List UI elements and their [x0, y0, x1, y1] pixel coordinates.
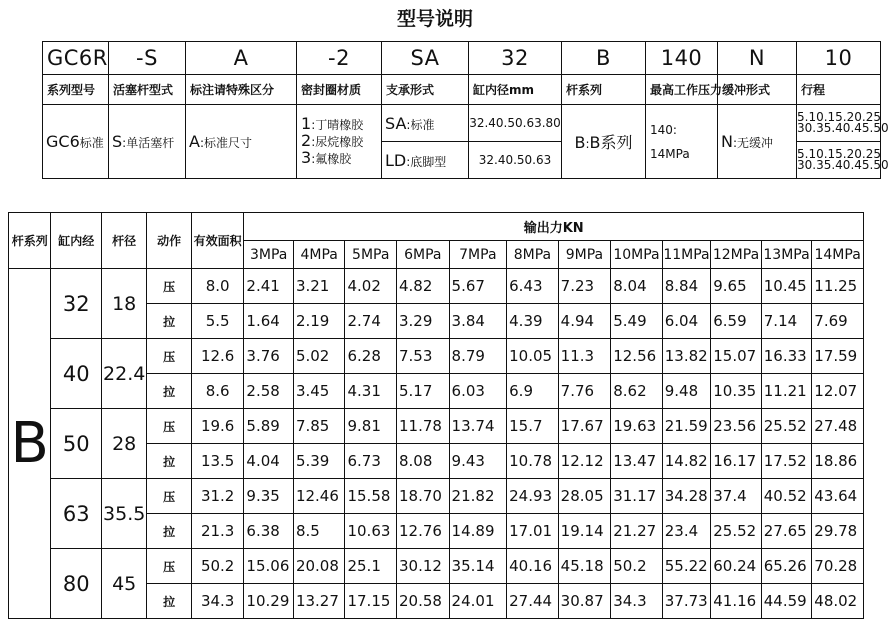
force-value-cell: 50.2 — [611, 549, 663, 584]
force-value-cell: 10.05 — [507, 339, 559, 374]
area-cell: 19.6 — [191, 409, 244, 444]
force-value-cell: 3.45 — [293, 374, 345, 409]
force-value-cell: 13.47 — [611, 444, 663, 479]
seal-item: 3:氟橡胶 — [301, 148, 352, 167]
force-value-cell: 5.02 — [293, 339, 345, 374]
force-value-cell: 6.38 — [244, 514, 294, 549]
force-value-cell: 8.62 — [611, 374, 663, 409]
output-force-table — [8, 212, 864, 619]
table-row — [9, 339, 864, 374]
force-value-cell: 15.06 — [244, 549, 294, 584]
force-value-cell: 8.84 — [662, 269, 711, 304]
code-rod-series: B — [562, 42, 646, 75]
force-value-cell: 4.39 — [507, 304, 559, 339]
force-value-cell: 27.48 — [812, 409, 864, 444]
force-value-cell: 7.23 — [558, 269, 611, 304]
area-cell: 50.2 — [191, 549, 244, 584]
action-cell: 拉 — [147, 514, 191, 549]
force-header-row — [9, 213, 864, 241]
rod-cell: 45 — [101, 549, 146, 619]
action-cell: 压 — [147, 549, 191, 584]
force-value-cell: 8.08 — [397, 444, 450, 479]
force-value-cell: 25.52 — [711, 514, 762, 549]
force-value-cell: 23.4 — [662, 514, 711, 549]
label-seal: 密封圈材质 — [297, 75, 382, 105]
pressure-header: 11MPa — [662, 241, 711, 269]
force-value-cell: 14.89 — [449, 514, 507, 549]
force-value-cell: 12.46 — [293, 479, 345, 514]
force-value-cell: 8.5 — [293, 514, 345, 549]
desc-pressure: 140: 14MPa — [646, 105, 718, 179]
force-value-cell: 6.59 — [711, 304, 762, 339]
table-row — [9, 479, 864, 514]
force-value-cell: 7.53 — [397, 339, 450, 374]
table-row — [9, 269, 864, 304]
force-value-cell: 30.87 — [558, 584, 611, 619]
code-stroke: 10 — [797, 42, 881, 75]
force-value-cell: 11.25 — [812, 269, 864, 304]
force-value-cell: 4.94 — [558, 304, 611, 339]
header-area: 有效面积 — [191, 213, 244, 269]
area-cell: 34.3 — [191, 584, 244, 619]
force-value-cell: 12.07 — [812, 374, 864, 409]
desc-seal-list — [297, 105, 382, 179]
force-value-cell: 10.35 — [711, 374, 762, 409]
model-code-row — [43, 42, 881, 75]
force-value-cell: 37.4 — [711, 479, 762, 514]
force-value-cell: 24.93 — [507, 479, 559, 514]
force-value-cell: 27.65 — [761, 514, 812, 549]
header-bore: 缸内经 — [51, 213, 102, 269]
desc-stroke-1: 5.10.15.20.25 30.35.40.45.50 — [797, 105, 881, 142]
action-cell: 压 — [147, 409, 191, 444]
force-value-cell: 25.1 — [345, 549, 397, 584]
code-rod-type: -S — [109, 42, 186, 75]
force-value-cell: 6.03 — [449, 374, 507, 409]
table-row — [9, 409, 864, 444]
force-value-cell: 6.9 — [507, 374, 559, 409]
area-cell: 5.5 — [191, 304, 244, 339]
force-value-cell: 17.15 — [345, 584, 397, 619]
action-cell: 拉 — [147, 304, 191, 339]
force-value-cell: 5.39 — [293, 444, 345, 479]
table-row — [9, 549, 864, 584]
force-value-cell: 5.49 — [611, 304, 663, 339]
force-value-cell: 3.84 — [449, 304, 507, 339]
force-value-cell: 30.12 — [397, 549, 450, 584]
desc-rod-code: S — [112, 132, 123, 151]
rod-cell: 35.5 — [101, 479, 146, 549]
force-value-cell: 10.29 — [244, 584, 294, 619]
force-value-cell: 43.64 — [812, 479, 864, 514]
label-support: 支承形式 — [382, 75, 469, 105]
code-cushion: N — [718, 42, 797, 75]
desc-rod-type: S:单活塞杆 — [109, 105, 186, 179]
force-value-cell: 4.82 — [397, 269, 450, 304]
force-value-cell: 12.76 — [397, 514, 450, 549]
force-value-cell: 9.81 — [345, 409, 397, 444]
force-value-cell: 21.82 — [449, 479, 507, 514]
pressure-header: 12MPa — [711, 241, 762, 269]
desc-bore-sa: 32.40.50.63.80 — [469, 105, 562, 142]
model-label-row — [43, 75, 881, 105]
header-action: 动作 — [147, 213, 191, 269]
force-value-cell: 17.59 — [812, 339, 864, 374]
force-value-cell: 1.64 — [244, 304, 294, 339]
rod-cell: 28 — [101, 409, 146, 479]
force-value-cell: 3.76 — [244, 339, 294, 374]
force-value-cell: 12.12 — [558, 444, 611, 479]
header-rod-series: 杆系列 — [9, 213, 51, 269]
desc-bore-ld: 32.40.50.63 — [469, 142, 562, 179]
force-value-cell: 48.02 — [812, 584, 864, 619]
label-stroke: 行程 — [797, 75, 881, 105]
force-value-cell: 13.74 — [449, 409, 507, 444]
desc-mark-code: A — [189, 132, 200, 151]
force-value-cell: 10.63 — [345, 514, 397, 549]
code-series: GC6R — [43, 42, 109, 75]
force-value-cell: 20.08 — [293, 549, 345, 584]
desc-support-sa: SA:标准 — [382, 105, 469, 142]
pressure-header: 9MPa — [558, 241, 611, 269]
action-cell: 拉 — [147, 374, 191, 409]
label-series: 系列型号 — [43, 75, 109, 105]
force-value-cell: 29.78 — [812, 514, 864, 549]
force-value-cell: 17.67 — [558, 409, 611, 444]
label-cushion: 缓冲形式 — [718, 75, 797, 105]
force-value-cell: 8.79 — [449, 339, 507, 374]
pressure-header: 4MPa — [293, 241, 345, 269]
force-value-cell: 20.58 — [397, 584, 450, 619]
label-pressure: 最高工作压力 — [646, 75, 718, 105]
action-cell: 拉 — [147, 584, 191, 619]
force-value-cell: 21.59 — [662, 409, 711, 444]
action-cell: 拉 — [147, 444, 191, 479]
force-value-cell: 15.58 — [345, 479, 397, 514]
force-value-cell: 13.82 — [662, 339, 711, 374]
desc-series-code: GC6 — [46, 132, 80, 151]
rod-cell: 22.4 — [101, 339, 146, 409]
desc-support-ld: LD:底脚型 — [382, 142, 469, 179]
force-value-cell: 16.33 — [761, 339, 812, 374]
force-value-cell: 18.70 — [397, 479, 450, 514]
force-value-cell: 37.73 — [662, 584, 711, 619]
force-value-cell: 3.21 — [293, 269, 345, 304]
force-value-cell: 40.52 — [761, 479, 812, 514]
pressure-header: 10MPa — [611, 241, 663, 269]
force-value-cell: 21.27 — [611, 514, 663, 549]
pressure-header: 3MPa — [244, 241, 294, 269]
pressure-header: 8MPa — [507, 241, 559, 269]
force-value-cell: 41.16 — [711, 584, 762, 619]
force-value-cell: 19.63 — [611, 409, 663, 444]
force-value-cell: 11.78 — [397, 409, 450, 444]
bore-cell: 80 — [51, 549, 102, 619]
label-rod-type: 活塞杆型式 — [109, 75, 186, 105]
force-value-cell: 7.69 — [812, 304, 864, 339]
action-cell: 压 — [147, 339, 191, 374]
force-value-cell: 15.07 — [711, 339, 762, 374]
code-mark: A — [186, 42, 297, 75]
seal-item: 2:尿烷橡胶 — [301, 131, 364, 150]
force-value-cell: 7.76 — [558, 374, 611, 409]
force-value-cell: 15.7 — [507, 409, 559, 444]
force-value-cell: 65.26 — [761, 549, 812, 584]
seal-item: 1:丁晴橡胶 — [301, 114, 364, 133]
action-cell: 压 — [147, 269, 191, 304]
force-value-cell: 55.22 — [662, 549, 711, 584]
pressure-header: 7MPa — [449, 241, 507, 269]
area-cell: 12.6 — [191, 339, 244, 374]
bore-cell: 40 — [51, 339, 102, 409]
label-bore: 缸内径mm — [469, 75, 562, 105]
force-value-cell: 11.3 — [558, 339, 611, 374]
code-pressure: 140 — [646, 42, 718, 75]
force-value-cell: 34.28 — [662, 479, 711, 514]
force-value-cell: 70.28 — [812, 549, 864, 584]
desc-mark: A:标准尺寸 — [186, 105, 297, 179]
force-value-cell: 17.01 — [507, 514, 559, 549]
force-value-cell: 16.17 — [711, 444, 762, 479]
force-value-cell: 5.89 — [244, 409, 294, 444]
force-value-cell: 7.85 — [293, 409, 345, 444]
force-value-cell: 9.43 — [449, 444, 507, 479]
force-value-cell: 2.74 — [345, 304, 397, 339]
force-value-cell: 2.58 — [244, 374, 294, 409]
force-value-cell: 31.17 — [611, 479, 663, 514]
force-value-cell: 13.27 — [293, 584, 345, 619]
desc-rod-note: 单活塞杆 — [126, 136, 175, 150]
bore-cell: 50 — [51, 409, 102, 479]
force-value-cell: 4.04 — [244, 444, 294, 479]
bore-cell: 32 — [51, 269, 102, 339]
force-value-cell: 6.04 — [662, 304, 711, 339]
force-value-cell: 3.29 — [397, 304, 450, 339]
force-value-cell: 9.65 — [711, 269, 762, 304]
force-value-cell: 19.14 — [558, 514, 611, 549]
force-value-cell: 5.67 — [449, 269, 507, 304]
force-value-cell: 18.86 — [812, 444, 864, 479]
code-bore: 32 — [469, 42, 562, 75]
force-value-cell: 2.41 — [244, 269, 294, 304]
force-value-cell: 12.56 — [611, 339, 663, 374]
force-value-cell: 7.14 — [761, 304, 812, 339]
rod-cell: 18 — [101, 269, 146, 339]
force-value-cell: 10.78 — [507, 444, 559, 479]
desc-rod-series: B:B系列 — [562, 105, 646, 179]
force-value-cell: 28.05 — [558, 479, 611, 514]
pressure-header: 5MPa — [345, 241, 397, 269]
force-value-cell: 4.31 — [345, 374, 397, 409]
force-value-cell: 17.52 — [761, 444, 812, 479]
force-value-cell: 2.19 — [293, 304, 345, 339]
header-output-force: 输出力KN — [244, 213, 864, 241]
rod-series-cell: B — [9, 269, 51, 619]
area-cell: 8.6 — [191, 374, 244, 409]
area-cell: 8.0 — [191, 269, 244, 304]
force-value-cell: 35.14 — [449, 549, 507, 584]
force-value-cell: 24.01 — [449, 584, 507, 619]
force-value-cell: 11.21 — [761, 374, 812, 409]
force-value-cell: 6.43 — [507, 269, 559, 304]
force-value-cell: 6.28 — [345, 339, 397, 374]
model-code-table — [42, 41, 889, 179]
force-value-cell: 60.24 — [711, 549, 762, 584]
force-value-cell: 9.35 — [244, 479, 294, 514]
force-value-cell: 25.52 — [761, 409, 812, 444]
model-desc-row-1 — [43, 105, 881, 142]
area-cell: 21.3 — [191, 514, 244, 549]
force-value-cell: 44.59 — [761, 584, 812, 619]
force-value-cell: 9.48 — [662, 374, 711, 409]
force-value-cell: 8.04 — [611, 269, 663, 304]
label-mark: 标注请特殊区分 — [186, 75, 297, 105]
force-value-cell: 23.56 — [711, 409, 762, 444]
code-seal: -2 — [297, 42, 382, 75]
desc-cushion: N:无缓冲 — [718, 105, 797, 179]
force-value-cell: 40.16 — [507, 549, 559, 584]
pressure-header: 6MPa — [397, 241, 450, 269]
force-value-cell: 14.82 — [662, 444, 711, 479]
desc-mark-note: 标准尺寸 — [204, 136, 253, 150]
pressure-header: 14MPa — [812, 241, 864, 269]
label-rod-series: 杆系列 — [562, 75, 646, 105]
force-value-cell: 4.02 — [345, 269, 397, 304]
bore-cell: 63 — [51, 479, 102, 549]
page-title: 型号说明 — [396, 8, 473, 30]
force-value-cell: 6.73 — [345, 444, 397, 479]
force-value-cell: 34.3 — [611, 584, 663, 619]
force-value-cell: 5.17 — [397, 374, 450, 409]
area-cell: 13.5 — [191, 444, 244, 479]
code-support: SA — [382, 42, 469, 75]
desc-stroke-2: 5.10.15.20.25 30.35.40.45.50 — [797, 142, 881, 179]
header-rod: 杆径 — [101, 213, 146, 269]
pressure-header: 13MPa — [761, 241, 812, 269]
desc-series — [43, 105, 109, 179]
force-value-cell: 10.45 — [761, 269, 812, 304]
desc-series-note: 标准 — [79, 136, 104, 150]
action-cell: 压 — [147, 479, 191, 514]
area-cell: 31.2 — [191, 479, 244, 514]
force-value-cell: 27.44 — [507, 584, 559, 619]
force-value-cell: 45.18 — [558, 549, 611, 584]
